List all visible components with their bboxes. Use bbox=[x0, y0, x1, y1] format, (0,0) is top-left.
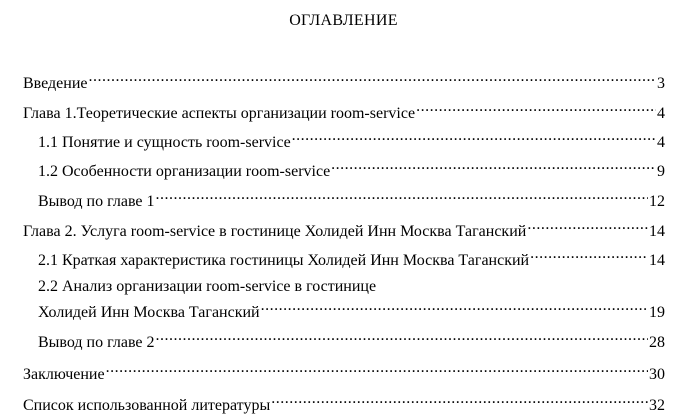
dot-leader bbox=[89, 68, 657, 88]
toc-page-number: 4 bbox=[657, 134, 665, 151]
toc-entry-label: 2.1 Краткая характеристика гостиницы Холидей Инн Москва Таганский bbox=[38, 252, 530, 269]
toc-page-number: 3 bbox=[657, 75, 665, 92]
toc-page-number: 30 bbox=[649, 366, 665, 383]
toc-entry-chapter-2[interactable] bbox=[23, 216, 665, 242]
toc-entry-conclusion-chapter-2[interactable] bbox=[38, 327, 665, 353]
dot-leader bbox=[292, 127, 656, 147]
toc-page-number: 28 bbox=[649, 334, 665, 351]
toc-entry-label: Введение bbox=[23, 75, 88, 92]
toc-page-number: 9 bbox=[657, 163, 665, 180]
toc-entry-conclusion[interactable] bbox=[23, 359, 665, 385]
toc-entry-introduction[interactable] bbox=[23, 68, 665, 94]
toc-entry-section-1-1[interactable] bbox=[38, 127, 665, 153]
toc-entry-section-2-1[interactable] bbox=[38, 245, 665, 271]
toc-page-number: 14 bbox=[649, 252, 665, 269]
toc-entry-section-2-2[interactable] bbox=[38, 297, 665, 323]
dot-leader bbox=[530, 245, 648, 265]
toc-entry-label: 1.1 Понятие и сущность room-service bbox=[38, 134, 291, 151]
dot-leader bbox=[106, 359, 648, 379]
toc-entry-label: Холидей Инн Москва Таганский bbox=[38, 304, 260, 321]
toc-entry-conclusion-chapter-1[interactable] bbox=[38, 186, 665, 212]
toc-entry-section-1-2[interactable] bbox=[38, 156, 665, 182]
toc-entry-label: Список использованной литературы bbox=[23, 397, 271, 414]
toc-entry-label: Вывод по главе 1 bbox=[38, 193, 155, 210]
dot-leader bbox=[331, 156, 656, 176]
dot-leader bbox=[416, 98, 656, 118]
toc-entry-section-2-2-first-line[interactable]: 2.2 Анализ организации room-service в гостинице bbox=[38, 278, 377, 295]
toc-page-number: 19 bbox=[649, 304, 665, 321]
dot-leader bbox=[156, 327, 648, 347]
toc-entry-label: Вывод по главе 2 bbox=[38, 334, 155, 351]
toc-entry-label: Глава 2. Услуга room-service в гостинице Холидей Инн Москва Таганский bbox=[23, 223, 527, 240]
dot-leader bbox=[271, 390, 648, 410]
toc-page-number: 32 bbox=[649, 397, 665, 414]
dot-leader bbox=[527, 216, 648, 236]
dot-leader bbox=[156, 186, 648, 206]
toc-page-number: 14 bbox=[649, 223, 665, 240]
toc-entry-bibliography[interactable] bbox=[23, 390, 665, 416]
toc-entry-label: Глава 1.Теоретические аспекты организации room-service bbox=[23, 105, 416, 122]
dot-leader bbox=[261, 297, 648, 317]
toc-entry-chapter-1[interactable] bbox=[23, 98, 665, 124]
toc-entry-label: Заключение bbox=[23, 366, 105, 383]
toc-title: ОГЛАВЛЕНИЕ bbox=[289, 12, 398, 29]
toc-page-number: 4 bbox=[657, 105, 665, 122]
toc-page-number: 12 bbox=[649, 193, 665, 210]
toc-entry-label: 1.2 Особенности организации room-service bbox=[38, 163, 331, 180]
